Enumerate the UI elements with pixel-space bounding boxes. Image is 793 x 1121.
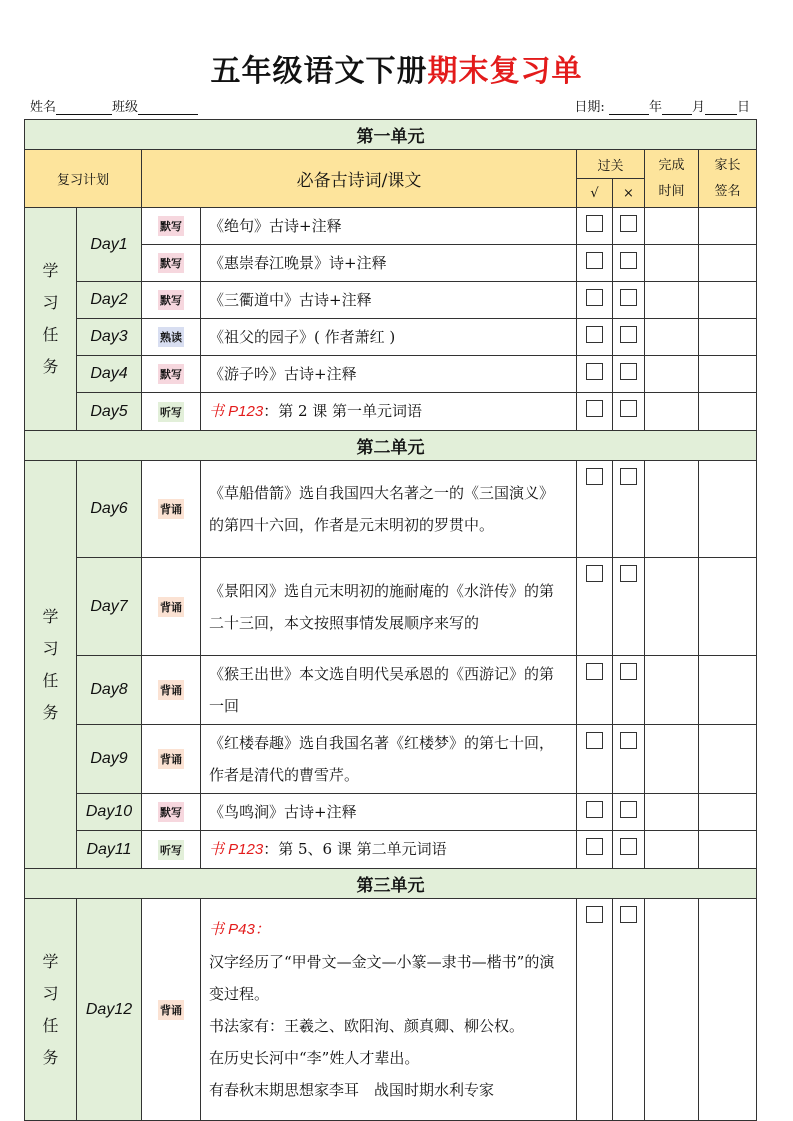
parent-signature-cell[interactable] — [699, 831, 757, 869]
unit-title: 第三单元 — [25, 869, 757, 899]
completion-time-cell[interactable] — [645, 656, 699, 725]
parent-signature-cell[interactable] — [699, 208, 757, 245]
day-label: Day11 — [77, 831, 142, 869]
pass-checkbox-cell — [577, 831, 613, 869]
day-label: Day5 — [77, 393, 142, 431]
task-type-tag: 背诵 — [158, 749, 184, 769]
pass-checkbox-cell — [577, 319, 613, 356]
fail-checkbox[interactable] — [620, 565, 637, 582]
content-text: 《红楼春趣》选自我国名著《红楼梦》的第七十回，作者是清代的曹雪芹。 — [209, 734, 555, 784]
student-info — [30, 96, 750, 115]
class-field[interactable] — [138, 101, 198, 115]
title-red: 期末复习单 — [427, 54, 583, 89]
pass-checkbox[interactable] — [586, 289, 603, 306]
task-type-cell — [142, 831, 201, 869]
task-content — [201, 656, 577, 725]
unit-title: 第一单元 — [25, 120, 757, 150]
pass-checkbox-cell — [577, 899, 613, 1121]
fail-checkbox[interactable] — [620, 326, 637, 343]
task-content — [201, 282, 577, 319]
pass-checkbox[interactable] — [586, 663, 603, 680]
task-content — [201, 319, 577, 356]
completion-time-cell[interactable] — [645, 319, 699, 356]
content-line: 在历史长河中“李”姓人才辈出。 — [209, 1049, 420, 1067]
day-label: Day1 — [77, 208, 142, 282]
task-content — [201, 725, 577, 794]
year-field[interactable] — [609, 101, 649, 115]
fail-checkbox-cell — [613, 794, 645, 831]
table-row — [25, 393, 757, 431]
unit-title-row — [25, 869, 757, 899]
content-line: 汉字经历了“甲骨文—金文—小篆—隶书—楷书”的演变过程。 — [209, 953, 555, 1003]
fail-checkbox-cell — [613, 725, 645, 794]
fail-checkbox[interactable] — [620, 400, 637, 417]
task-content — [201, 558, 577, 656]
pass-checkbox-cell — [577, 794, 613, 831]
header-time: 完成时间 — [645, 150, 699, 208]
book-page-ref: 书 P123 — [209, 403, 264, 420]
content-text: 《草船借箭》选自我国四大名著之一的《三国演义》的第四十六回，作者是元末明初的罗贯中。 — [209, 484, 555, 534]
day-label: Day4 — [77, 356, 142, 393]
content-line: 书法家有：王羲之、欧阳洵、颜真卿、柳公权。 — [209, 1017, 525, 1035]
parent-signature-cell[interactable] — [699, 725, 757, 794]
task-type-cell — [142, 245, 201, 282]
header-row — [25, 150, 757, 179]
month-label: 月 — [691, 100, 705, 115]
parent-signature-cell[interactable] — [699, 245, 757, 282]
header-sign: 家长签名 — [699, 150, 757, 208]
fail-checkbox-cell — [613, 245, 645, 282]
date-label: 日期: — [574, 100, 605, 115]
pass-checkbox[interactable] — [586, 801, 603, 818]
fail-checkbox[interactable] — [620, 363, 637, 380]
task-type-cell — [142, 725, 201, 794]
completion-time-cell[interactable] — [645, 208, 699, 245]
task-type-tag: 背诵 — [158, 499, 184, 519]
table-row — [25, 461, 757, 558]
task-type-tag: 默写 — [158, 290, 184, 310]
task-content — [201, 245, 577, 282]
day-label: Day2 — [77, 282, 142, 319]
pass-checkbox[interactable] — [586, 252, 603, 269]
day-label: Day6 — [77, 461, 142, 558]
pass-checkbox-cell — [577, 461, 613, 558]
content-text: 《景阳冈》选自元末明初的施耐庵的《水浒传》的第二十三回，本文按照事情发展顺序来写的 — [209, 581, 555, 632]
fail-checkbox-cell — [613, 899, 645, 1121]
fail-checkbox[interactable] — [620, 468, 637, 485]
table-row — [25, 725, 757, 794]
header-check: √ — [577, 179, 613, 208]
task-type-tag: 背诵 — [158, 1000, 184, 1020]
completion-time-cell[interactable] — [645, 558, 699, 656]
unit-title: 第二单元 — [25, 431, 757, 461]
fail-checkbox[interactable] — [620, 289, 637, 306]
task-type-tag: 默写 — [158, 216, 184, 236]
fail-checkbox[interactable] — [620, 906, 637, 923]
completion-time-cell[interactable] — [645, 831, 699, 869]
completion-time-cell[interactable] — [645, 899, 699, 1121]
content-line: 有春秋末期思想家李耳 战国时期水利专家 — [209, 1081, 495, 1099]
fail-checkbox-cell — [613, 282, 645, 319]
day-label: Day7 — [77, 558, 142, 656]
content-text: 《鸟鸣涧》古诗+注释 — [209, 803, 357, 821]
day-field[interactable] — [705, 101, 737, 115]
book-page-ref: 书 P43： — [209, 921, 270, 938]
task-content — [201, 794, 577, 831]
parent-signature-cell[interactable] — [699, 393, 757, 431]
task-type-cell — [142, 794, 201, 831]
table-row — [25, 282, 757, 319]
parent-signature-cell[interactable] — [699, 899, 757, 1121]
pass-checkbox-cell — [577, 656, 613, 725]
pass-checkbox[interactable] — [586, 732, 603, 749]
fail-checkbox[interactable] — [620, 838, 637, 855]
pass-checkbox-cell — [577, 393, 613, 431]
unit-title-row — [25, 120, 757, 150]
task-type-cell — [142, 282, 201, 319]
day-label: Day3 — [77, 319, 142, 356]
task-content — [201, 461, 577, 558]
date-area — [574, 96, 750, 115]
pass-checkbox-cell — [577, 282, 613, 319]
task-type-cell — [142, 899, 201, 1121]
pass-checkbox-cell — [577, 356, 613, 393]
parent-signature-cell[interactable] — [699, 282, 757, 319]
task-content — [201, 831, 577, 869]
fail-checkbox[interactable] — [620, 732, 637, 749]
parent-signature-cell[interactable] — [699, 356, 757, 393]
month-field[interactable] — [662, 101, 692, 115]
completion-time-cell[interactable] — [645, 393, 699, 431]
task-type-tag: 背诵 — [158, 597, 184, 617]
name-field[interactable] — [56, 101, 112, 115]
task-type-tag: 熟读 — [158, 327, 184, 347]
pass-checkbox[interactable] — [586, 215, 603, 232]
pass-checkbox[interactable] — [586, 400, 603, 417]
completion-time-cell[interactable] — [645, 356, 699, 393]
fail-checkbox[interactable] — [620, 215, 637, 232]
table-row — [25, 319, 757, 356]
fail-checkbox[interactable] — [620, 252, 637, 269]
year-label: 年 — [648, 100, 662, 115]
header-content: 必备古诗词/课文 — [142, 150, 577, 208]
pass-checkbox[interactable] — [586, 838, 603, 855]
header-plan: 复习计划 — [25, 150, 142, 208]
parent-signature-cell[interactable] — [699, 794, 757, 831]
fail-checkbox[interactable] — [620, 801, 637, 818]
vertical-label-text: 学习任务 — [42, 606, 59, 722]
pass-checkbox[interactable] — [586, 468, 603, 485]
fail-checkbox-cell — [613, 461, 645, 558]
task-content — [201, 208, 577, 245]
task-type-cell — [142, 656, 201, 725]
pass-checkbox[interactable] — [586, 326, 603, 343]
fail-checkbox-cell — [613, 356, 645, 393]
pass-checkbox[interactable] — [586, 363, 603, 380]
name-label: 姓名 — [30, 100, 57, 115]
book-page-ref: 书 P123 — [209, 841, 264, 858]
table-row — [25, 208, 757, 245]
task-type-tag: 听写 — [158, 402, 184, 422]
day-label: 日 — [736, 100, 750, 115]
content-text: ：第 5、6 课 第二单元词语 — [263, 840, 447, 858]
header-pass: 过关 — [577, 150, 645, 179]
day-label: Day12 — [77, 899, 142, 1121]
pass-checkbox-cell — [577, 558, 613, 656]
vertical-label-text: 学习任务 — [42, 261, 59, 376]
table-row — [25, 558, 757, 656]
content-text: 《绝句》古诗+注释 — [209, 217, 342, 235]
pass-checkbox-cell — [577, 245, 613, 282]
vertical-label — [25, 208, 77, 431]
parent-signature-cell[interactable] — [699, 319, 757, 356]
pass-checkbox-cell — [577, 208, 613, 245]
review-table — [24, 119, 757, 1121]
table-row — [25, 656, 757, 725]
content-text: 《猴王出世》本文选自明代吴承恩的《西游记》的第一回 — [209, 665, 555, 715]
parent-signature-cell[interactable] — [699, 656, 757, 725]
vertical-label — [25, 899, 77, 1121]
table-row — [25, 831, 757, 869]
task-content — [201, 356, 577, 393]
completion-time-cell[interactable] — [645, 725, 699, 794]
task-type-cell — [142, 558, 201, 656]
task-type-cell — [142, 319, 201, 356]
vertical-label-text: 学习任务 — [42, 951, 59, 1067]
parent-signature-cell[interactable] — [699, 461, 757, 558]
pass-checkbox-cell — [577, 725, 613, 794]
completion-time-cell[interactable] — [645, 461, 699, 558]
fail-checkbox[interactable] — [620, 663, 637, 680]
fail-checkbox-cell — [613, 831, 645, 869]
table-row — [25, 794, 757, 831]
pass-checkbox[interactable] — [586, 565, 603, 582]
content-text: 《三衢道中》古诗+注释 — [209, 291, 372, 309]
header-cross: × — [613, 179, 645, 208]
task-type-tag: 听写 — [158, 840, 184, 860]
task-type-tag: 默写 — [158, 802, 184, 822]
fail-checkbox-cell — [613, 208, 645, 245]
table-row — [25, 356, 757, 393]
task-content — [201, 899, 577, 1121]
content-text: 《游子吟》古诗+注释 — [209, 365, 357, 383]
fail-checkbox-cell — [613, 656, 645, 725]
task-type-cell — [142, 356, 201, 393]
fail-checkbox-cell — [613, 393, 645, 431]
day-label: Day9 — [77, 725, 142, 794]
page-title — [0, 46, 793, 90]
content-text: 《祖父的园子》( 作者萧红 ) — [209, 328, 396, 346]
unit-title-row — [25, 431, 757, 461]
task-type-tag: 背诵 — [158, 680, 184, 700]
task-type-cell — [142, 208, 201, 245]
completion-time-cell[interactable] — [645, 245, 699, 282]
parent-signature-cell[interactable] — [699, 558, 757, 656]
day-label: Day10 — [77, 794, 142, 831]
vertical-label — [25, 461, 77, 869]
day-label: Day8 — [77, 656, 142, 725]
task-type-tag: 默写 — [158, 253, 184, 273]
task-content — [201, 393, 577, 431]
completion-time-cell[interactable] — [645, 794, 699, 831]
content-text: ：第 2 课 第一单元词语 — [263, 402, 423, 420]
content-text: 《惠崇春江晚景》诗+注释 — [209, 254, 387, 272]
task-type-tag: 默写 — [158, 364, 184, 384]
title-black: 五年级语文下册 — [210, 54, 428, 89]
completion-time-cell[interactable] — [645, 282, 699, 319]
fail-checkbox-cell — [613, 558, 645, 656]
task-type-cell — [142, 461, 201, 558]
class-label: 班级 — [112, 100, 139, 115]
fail-checkbox-cell — [613, 319, 645, 356]
table-row — [25, 899, 757, 1121]
task-type-cell — [142, 393, 201, 431]
pass-checkbox[interactable] — [586, 906, 603, 923]
